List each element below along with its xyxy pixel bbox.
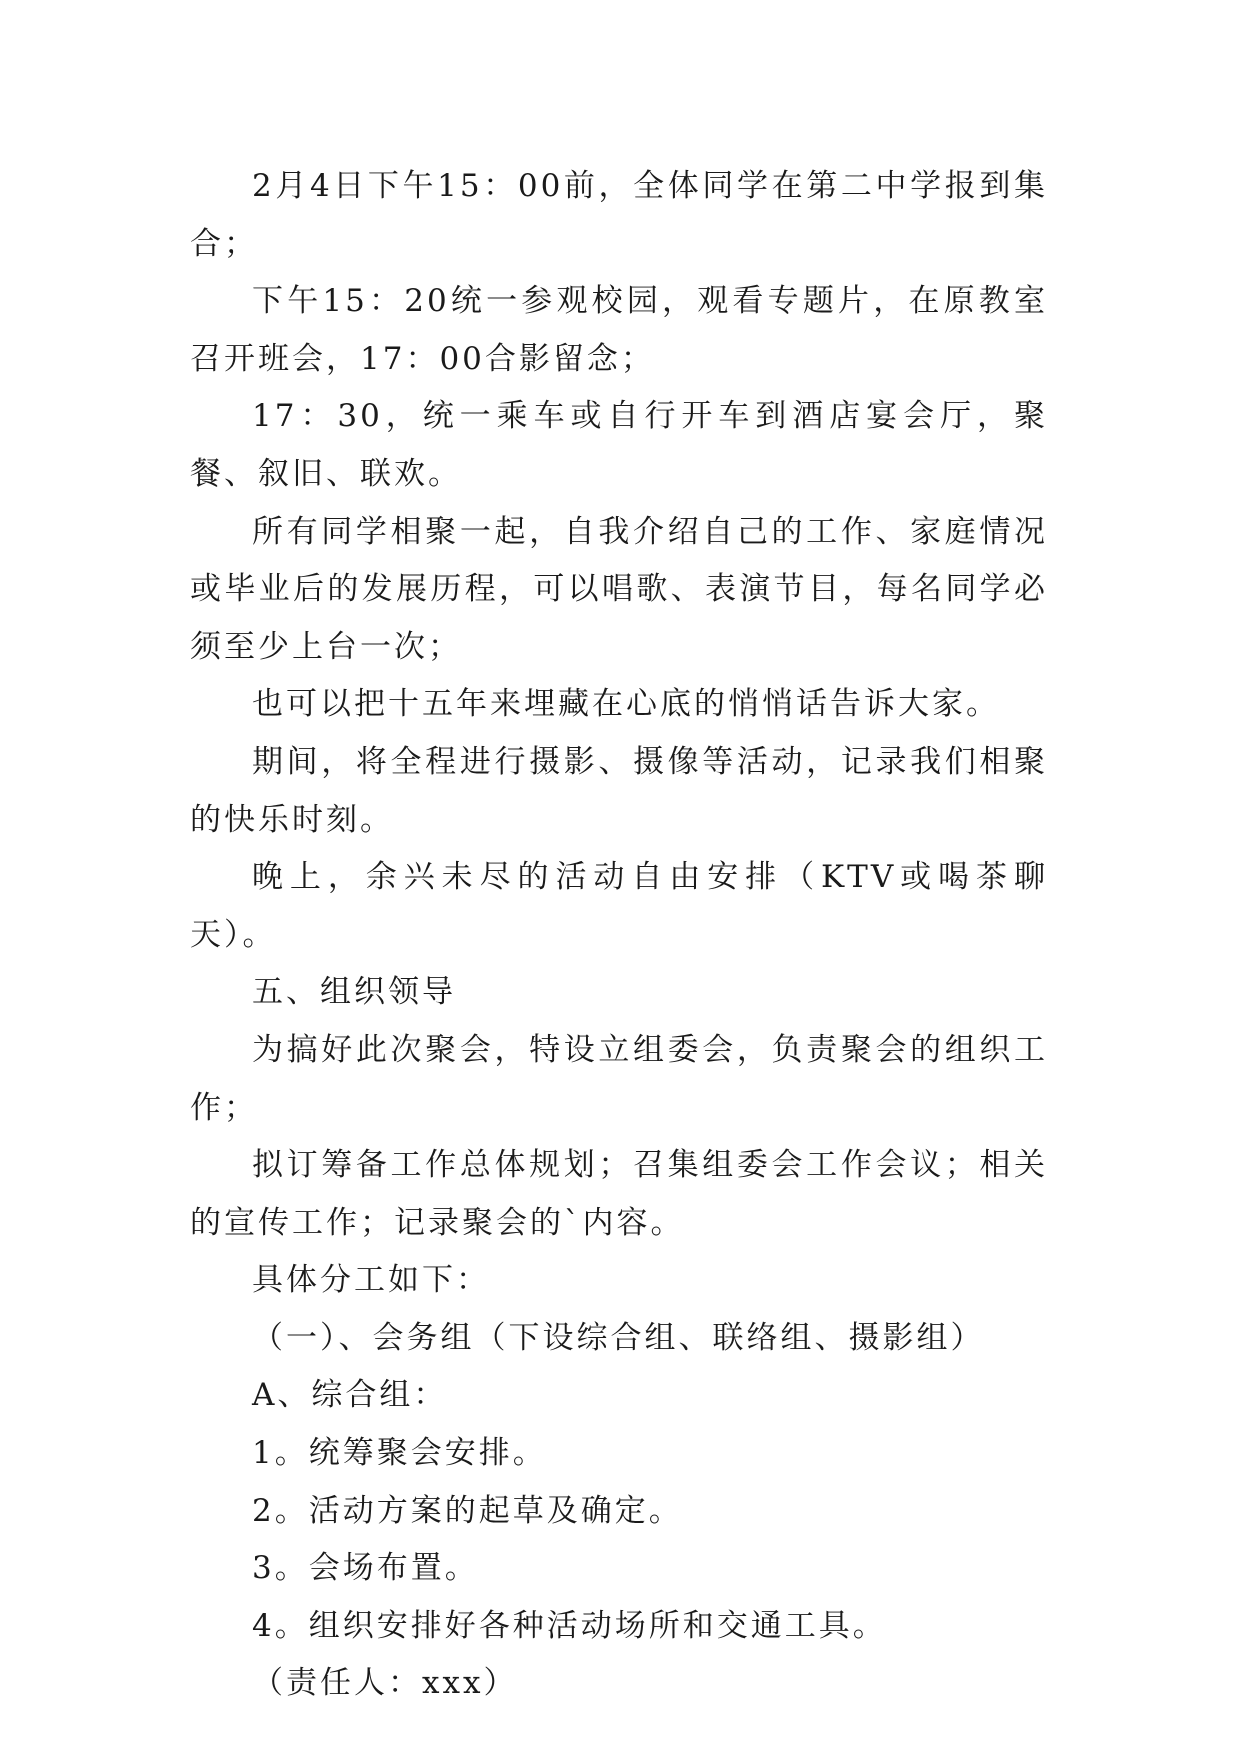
paragraph-schedule-dinner: 17：30，统一乘车或自行开车到酒店宴会厅，聚餐、叙旧、联欢。	[190, 398, 1048, 492]
list-item-2: 2。活动方案的起草及确定。	[252, 1492, 683, 1529]
paragraph-schedule-arrival: 2月4日下午15：00前，全体同学在第二中学报到集合；	[190, 168, 1048, 262]
subheading-affairs-group: （一）、会务组（下设综合组、联络组、摄影组）	[252, 1319, 985, 1356]
subheading-general-group: A、综合组：	[252, 1377, 448, 1414]
paragraph-evening: 晚上，余兴未尽的活动自由安排（KTV或喝茶聊天）。	[190, 859, 1048, 953]
paragraph-self-introduction: 所有同学相聚一起，自我介绍自己的工作、家庭情况或毕业后的发展历程，可以唱歌、表演节目，每名同学必须至少上台一次；	[190, 513, 1048, 665]
paragraph-committee-duties: 拟订筹备工作总体规划；召集组委会工作会议；相关的宣传工作；记录聚会的`内容。	[190, 1147, 1048, 1241]
paragraph-heart-talk: 也可以把十五年来埋藏在心底的悄悄话告诉大家。	[252, 686, 1000, 723]
paragraph-schedule-campus-visit: 下午15：20统一参观校园，观看专题片，在原教室召开班会，17：00合影留念；	[190, 283, 1048, 377]
list-item-4: 4。组织安排好各种活动场所和交通工具。	[252, 1607, 887, 1644]
document-body	[190, 158, 1048, 1713]
list-item-3: 3。会场布置。	[252, 1550, 479, 1587]
section-heading-organization: 五、组织领导	[252, 974, 456, 1011]
paragraph-committee: 为搞好此次聚会，特设立组委会，负责聚会的组织工作；	[190, 1031, 1048, 1126]
responsible-person: （责任人：xxx）	[252, 1665, 518, 1702]
paragraph-photography: 期间，将全程进行摄影、摄像等活动，记录我们相聚的快乐时刻。	[190, 743, 1048, 838]
list-item-1: 1。统筹聚会安排。	[252, 1435, 547, 1472]
paragraph-division-intro: 具体分工如下：	[252, 1262, 490, 1299]
